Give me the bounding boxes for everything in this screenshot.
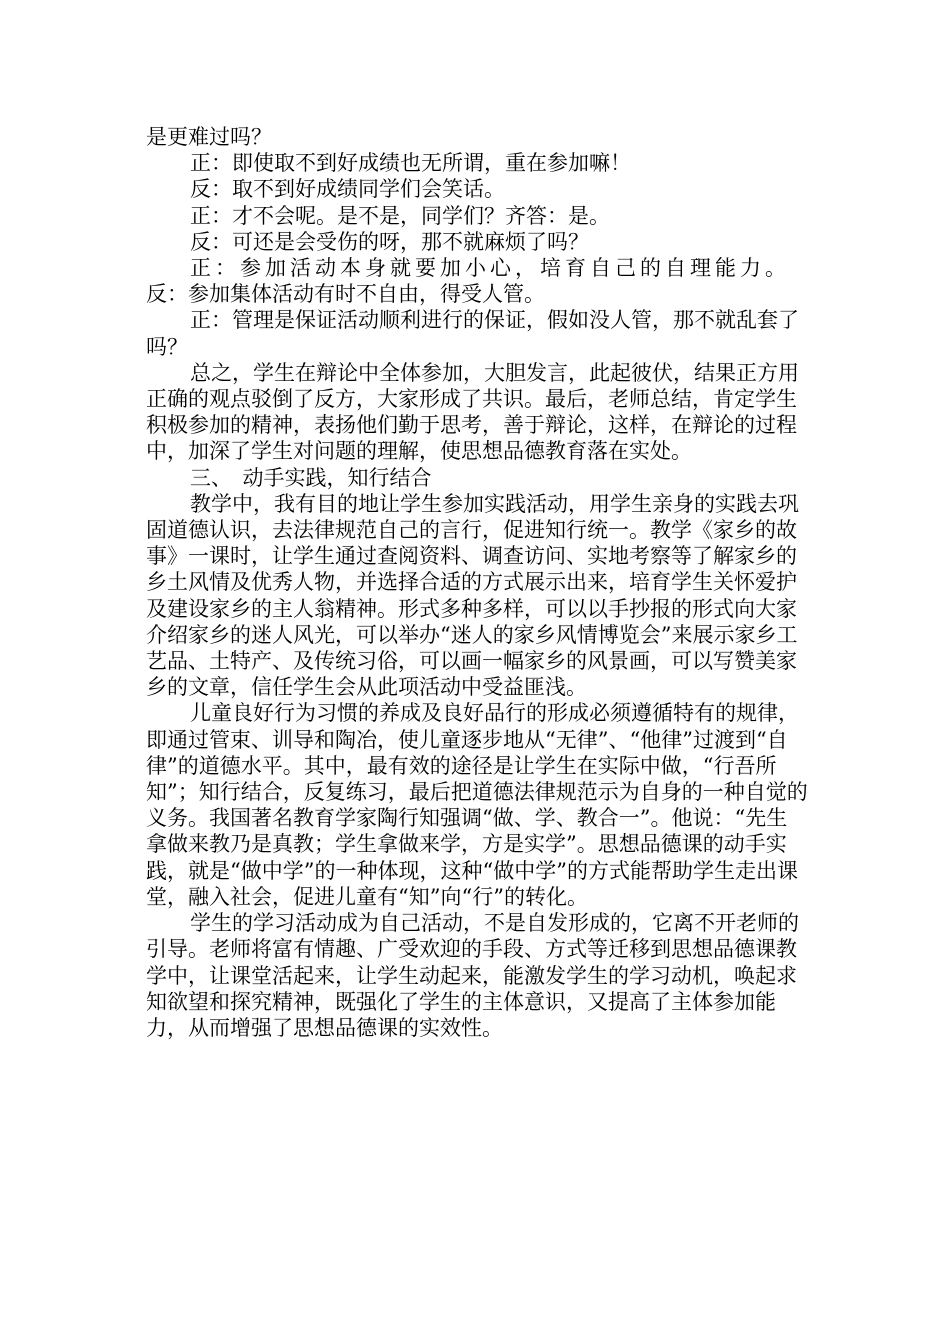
document-body [146,124,808,1041]
debate-line-con-3: 反：参加集体活动有时不自由，得受人管。 [146,282,545,307]
practice-paragraph: 教学中，我有目的地让学生参加实践活动，用学生亲身的实践去巩固道德认识，去法律规范自己的言行，促进知行统一。教学《家乡的故事》一课时，让学生通过查阅资料、调查访问、实地考察等了解家乡的乡土风情及优秀人物，并选择合适的方式展示出来，培育学生关怀爱护及建设家乡的主人翁精神。形式多种多样，可以以手抄报的形式向大家介绍家乡的迷人风光，可以举办“迷人的家乡风情博览会”来展示家乡工艺品、土特产、及传统习俗，可以画一幅家乡的风景画，可以写赞美家乡的文章，信任学生会从此项活动中受益匪浅。 [146,491,799,700]
conclusion-paragraph: 学生的学习活动成为自己活动，不是自发形成的，它离不开老师的引导。老师将富有情趣、广受欢迎的手段、方式等迁移到思想品德课教学中，让课堂活起来，让学生动起来，能激发学生的学习动机，唤起求知欲望和探究精神，既强化了学生的主体意识，又提高了主体参加能力，从而增强了思想品德课的实效性。 [146,911,799,1040]
debate-line-pro-1: 正：即使取不到好成绩也无所谓，重在参加嘛！ [190,151,631,176]
paragraph-continuation: 是更难过吗？ [146,125,272,149]
summary-paragraph: 总之，学生在辩论中全体参加，大胆发言，此起彼伏，结果正方用正确的观点驳倒了反方，大家形成了共识。最后，老师总结，肯定学生积极参加的精神，表扬他们勤于思考，善于辩论，这样，在辩论的过程中，加深了学生对问题的理解，使思想品德教育落在实处。 [146,360,799,464]
section-heading: 三、 动手实践，知行结合 [190,465,432,490]
debate-line-con-1: 反：取不到好成绩同学们会笑话。 [190,177,505,202]
debate-line-con-2: 反：可还是会受伤的呀，那不就麻烦了吗？ [190,229,589,254]
habit-paragraph: 儿童良好行为习惯的养成及良好品行的形成必须遵循特有的规律，即通过管束、训导和陶冶，使儿童逐步地从“无律”、“他律”过渡到“自律”的道德水平。其中，最有效的途径是让学生在实际中做，“行吾所知”；知行结合，反复练习，最后把道德法律规范示为自身的一种自觉的义务。我国著名教育学家陶行知强调“做、学、教合一”。他说：“先生拿做来教乃是真教；学生拿做来学，方是实学”。思想品德课的动手实践，就是“做中学”的一种体现，这种“做中学”的方式能帮助学生走出课堂，融入社会，促进儿童有“知”向“行”的转化。 [146,701,808,909]
debate-line-pro-2: 正：才不会呢。是不是，同学们？齐答：是。 [190,203,610,228]
debate-line-pro-3: 正：参加活动本身就要加小心，培育自己的自理能力。 [190,256,790,281]
debate-line-pro-4: 正：管理是保证活动顺利进行的保证，假如没人管，那不就乱套了吗？ [146,308,799,359]
